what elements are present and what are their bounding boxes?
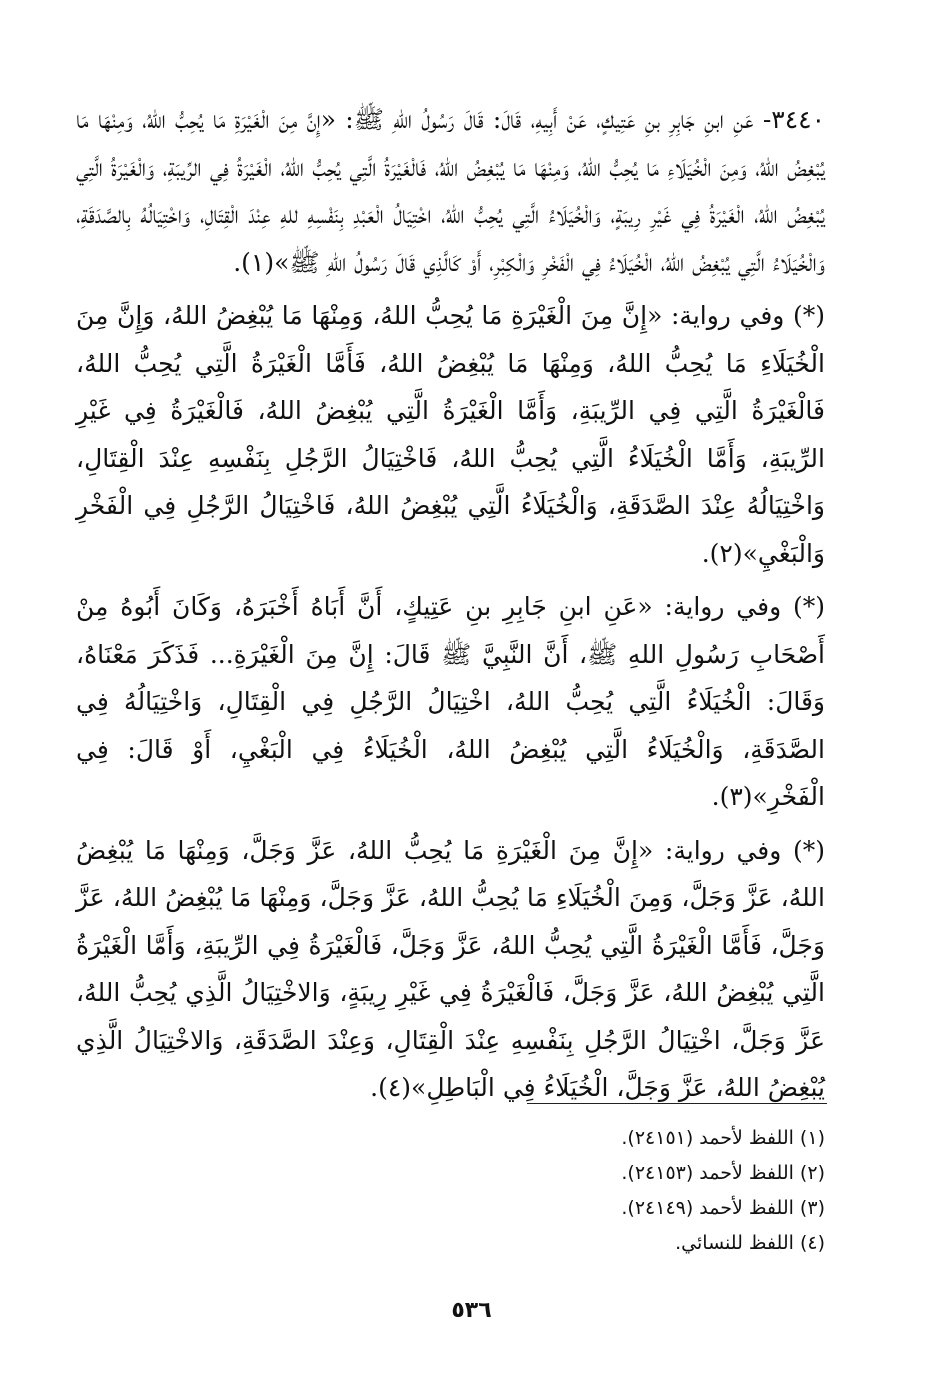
narration-paragraph-4: (*) وفي رواية: «إِنَّ مِنَ الْغَيْرَةِ مَا يُحِبُّ اللهُ، عَزَّ وَجَلَّ، وَمِنْهَا مَا يُبْغِضُ اللهُ، عَزَّ وَجَلَّ، وَمِنَ الْخُيَلَاءِ مَا يُحِبُّ اللهُ، عَزَّ وَجَلَّ، وَمِنْهَا مَا يُبْغِضُ اللهُ، عَزَّ وَجَلَّ، فَأَمَّا الْغَيْرَةُ الَّتِي يُحِبُّ اللهُ، عَزَّ وَجَلَّ، فَالْغَيْرَةُ فِي الرِّيبَةِ، وَأَمَّا الْغَيْرَةُ الَّتِي يُبْغِضُ اللهُ، عَزَّ وَجَلَّ، فَالْغَيْرَةُ فِي غَيْرِ رِيبَةٍ، وَالاخْتِيَالُ الَّذِي يُحِبُّ اللهُ، عَزَّ وَجَلَّ، اخْتِيَالُ الرَّجُلِ بِنَفْسِهِ عِنْدَ الْقِتَالِ، وَعِنْدَ الصَّدَقَةِ، وَالاخْتِيَالُ الَّذِي يُبْغِضُ اللهُ، عَزَّ وَجَلَّ، الْخُيَلَاءُ فِي الْبَاطِلِ»(٤). xyxy=(76,835,825,1102)
narration-paragraph-2: (*) وفي رواية: «إِنَّ مِنَ الْغَيْرَةِ مَا يُحِبُّ اللهُ، وَمِنْهَا مَا يُبْغِضُ اللهُ، وَإِنَّ مِنَ الْخُيَلَاءِ مَا يُحِبُّ اللهُ، وَمِنْهَا مَا يُبْغِضُ اللهُ، فَأَمَّا الْغَيْرَةُ الَّتِي يُحِبُّ اللهُ، فَالْغَيْرَةُ الَّتِي فِي الرِّيبَةِ، وَأَمَّا الْغَيْرَةُ الَّتِي يُبْغِضُ اللهُ، فَالْغَيْرَةُ فِي غَيْرِ الرِّيبَةِ، وَأَمَّا الْخُيَلَاءُ الَّتِي يُحِبُّ اللهُ، فَاخْتِيَالُ الرَّجُلِ بِنَفْسِهِ عِنْدَ الْقِتَالِ، وَاخْتِيَالُهُ عِنْدَ الصَّدَقَةِ، وَالْخُيَلَاءُ الَّتِي يُبْغِضُ اللهُ، فَاخْتِيَالُ الرَّجُلِ فِي الْفَخْرِ وَالْبَغْيِ»(٢). xyxy=(76,301,825,568)
footnote-2: (٢) اللفظ لأحمد (٢٤١٥٣). xyxy=(621,1162,825,1184)
footnote-divider xyxy=(527,1103,827,1104)
page-number: ٥٣٦ xyxy=(451,1298,492,1323)
hadith-paragraph-3440: ٣٤٤٠- عَنِ ابنِ جَابِرِ بنِ عَتِيكٍ، عَنْ أَبِيهِ، قَالَ: قَالَ رَسُولُ اللهِ ﷺ: «إِنَّ مِنَ الْغَيْرَةِ مَا يُحِبُّ اللهُ، وَمِنْهَا مَا يُبْغِضُ اللهُ، وَمِنَ الْخُيَلَاءِ مَا يُحِبُّ اللهُ، وَمِنْهَا مَا يُبْغِضُ اللهُ، فَالْغَيْرَةُ الَّتِي يُحِبُّ اللهُ، الْغَيْرَةُ فِي الرِّيبَةِ، وَالْغَيْرَةُ الَّتِي يُبْغِضُ اللهُ، الْغَيْرَةُ فِي غَيْرِ رِيبَةٍ، وَالْخُيَلَاءُ الَّتِي يُحِبُّ اللهُ، اخْتِيَالُ الْعَبْدِ بِنَفْسِهِ للهِ عِنْدَ الْقِتَالِ، وَاخْتِيَالُهُ بِالصَّدَقَةِ، وَالْخُيَلَاءُ الَّتِي يُبْغِضُ اللهُ، الْخُيَلَاءُ فِي الْفَخْرِ وَالْكِبْرِ، أَوْ كَالَّذِي قَالَ رَسُولُ اللهِ ﷺ»(١). xyxy=(76,105,825,277)
main-text-body xyxy=(76,96,825,1118)
footnote-4: (٤) اللفظ للنسائي. xyxy=(675,1232,825,1254)
narration-paragraph-3: (*) وفي رواية: «عَنِ ابنِ جَابِرِ بنِ عَتِيكٍ، أَنَّ أَبَاهُ أَخْبَرَهُ، وَكَانَ أَبُوهُ مِنْ أَصْحَابِ رَسُولِ اللهِ ﷺ، أَنَّ النَّبِيَّ ﷺ قَالَ: إِنَّ مِنَ الْغَيْرَةِ... فَذَكَرَ مَعْنَاهُ، وَقَالَ: الْخُيَلَاءُ الَّتِي يُحِبُّ اللهُ، اخْتِيَالُ الرَّجُلِ فِي الْقِتَالِ، وَاخْتِيَالُهُ فِي الصَّدَقَةِ، وَالْخُيَلَاءُ الَّتِي يُبْغِضُ اللهُ، الْخُيَلَاءُ فِي الْبَغْيِ، أَوْ قَالَ: فِي الْفَخْرِ»(٣). xyxy=(76,592,825,811)
footnote-1: (١) اللفظ لأحمد (٢٤١٥١). xyxy=(621,1127,825,1149)
footnote-3: (٣) اللفظ لأحمد (٢٤١٤٩). xyxy=(621,1197,825,1219)
footnotes xyxy=(325,1122,825,1262)
